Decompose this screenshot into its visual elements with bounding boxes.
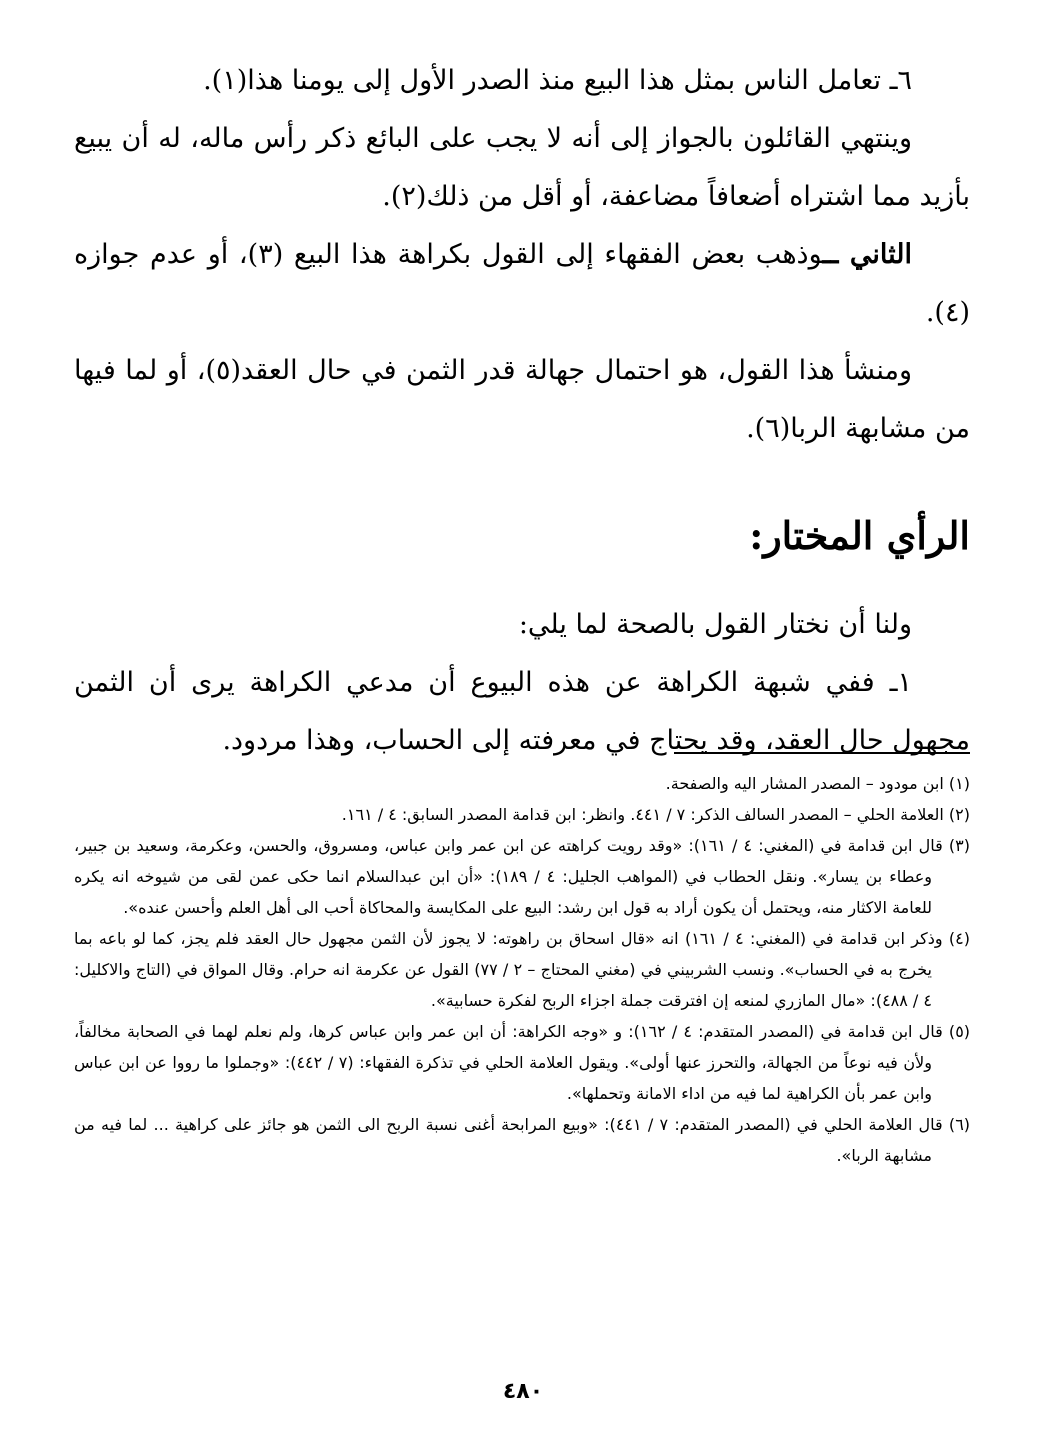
paragraph-origin: ومنشأ هذا القول، هو احتمال جهالة قدر الثمن في حال العقد(٥)، أو لما فيها من مشابهة الربا(٦). bbox=[74, 355, 970, 444]
footnote-6: (٦) قال العلامة الحلي في (المصدر المتقدم: ٧ / ٤٤١): «وبيع المرابحة أغنى نسبة الربح الى الثمن هو جائز على كراهية ... لما فيه من مشابهة الربا». bbox=[74, 1115, 971, 1165]
page-number: ٤٨٠ bbox=[502, 1379, 544, 1404]
footnote-1: (١) ابن مودود – المصدر المشار اليه والصفحة. bbox=[665, 774, 970, 793]
footnote-separator bbox=[674, 752, 970, 754]
footnote-3: (٣) قال ابن قدامة في (المغني: ٤ / ١٦١): «وقد رويت كراهته عن ابن عمر وابن عباس، ومسروق، والحسن، وعكرمة، وسعيد بن جبير، وعطاء بن يسار». ونقل الحطاب في (المواهب الجليل: ٤ / ١٨٩): «أن ابن عبدالسلام انما حكى عمن لقى من شيوخه انه يكره للعامة الاكثار منه، ويحتمل أن يكون أراد به قول ابن رشد: البيع على المكايسة والمحاكاة أحب الى أهل العلم وأحسن عنده». bbox=[74, 836, 971, 917]
paragraph-second-opinion bbox=[74, 226, 970, 342]
paragraph-intro: ولنا أن نختار القول بالصحة لما يلي: bbox=[518, 609, 912, 640]
footnote-5: (٥) قال ابن قدامة في (المصدر المتقدم: ٤ / ١٦٢): و «وجه الكراهة: أن ابن عمر وابن عباس كرها، ولم نعلم لهما في الصحابة مخالفاً، ولأن فيه نوعاً من الجهالة، والتحرز عنها أولى». ويقول العلامة الحلي في تذكرة الفقهاء: (٧ / ٤٤٢): «وجملوا ما رووا عن ابن عباس وابن عمر بأن الكراهية لما فيه من اداء الامانة وتحملها». bbox=[74, 1022, 971, 1103]
footnotes-block bbox=[74, 768, 970, 1171]
section-heading: الرأي المختار: bbox=[749, 513, 970, 558]
footnote-4: (٤) وذكر ابن قدامة في (المغني: ٤ / ١٦١) انه «قال اسحاق بن راهوته: لا يجوز لأن الثمن مجهول حال العقد فلم يجز، كما لو باعه بما يخرج به في الحساب». ونسب الشربيني في (مغني المحتاج – ٢ / ٧٧) القول عن عكرمة انه حرام. وقال المواق في (التاج والاكليل: ٤ / ٤٨٨): «مال المازري لمنعه إن افترقت جملة اجزاء الربح لفكرة حسابية». bbox=[74, 929, 971, 1010]
paragraph-item-6: ٦ـ تعامل الناس بمثل هذا البيع منذ الصدر الأول إلى يومنا هذا(١). bbox=[203, 65, 912, 96]
second-opinion-lead: الثاني ــ bbox=[822, 239, 912, 270]
footnote-2: (٢) العلامة الحلي – المصدر السالف الذكر: ٧ / ٤٤١. وانظر: ابن قدامة المصدر السابق: ٤ / ١٦١. bbox=[341, 805, 970, 824]
second-opinion-text: وذهب بعض الفقهاء إلى القول بكراهة هذا البيع (٣)، أو عدم جوازه (٤). bbox=[74, 239, 970, 328]
main-text-block bbox=[74, 52, 970, 770]
paragraph-conclusion: وينتهي القائلون بالجواز إلى أنه لا يجب على البائع ذكر رأس ماله، له أن يبيع بأزيد مما اشتراه أضعافاً مضاعفة، أو أقل من ذلك(٢). bbox=[74, 123, 970, 212]
paragraph-point-1: ١ـ ففي شبهة الكراهة عن هذه البيوع أن مدعي الكراهة يرى أن الثمن مجهول حال العقد، وقد يحتاج في معرفته إلى الحساب، وهذا مردود. bbox=[74, 667, 970, 756]
